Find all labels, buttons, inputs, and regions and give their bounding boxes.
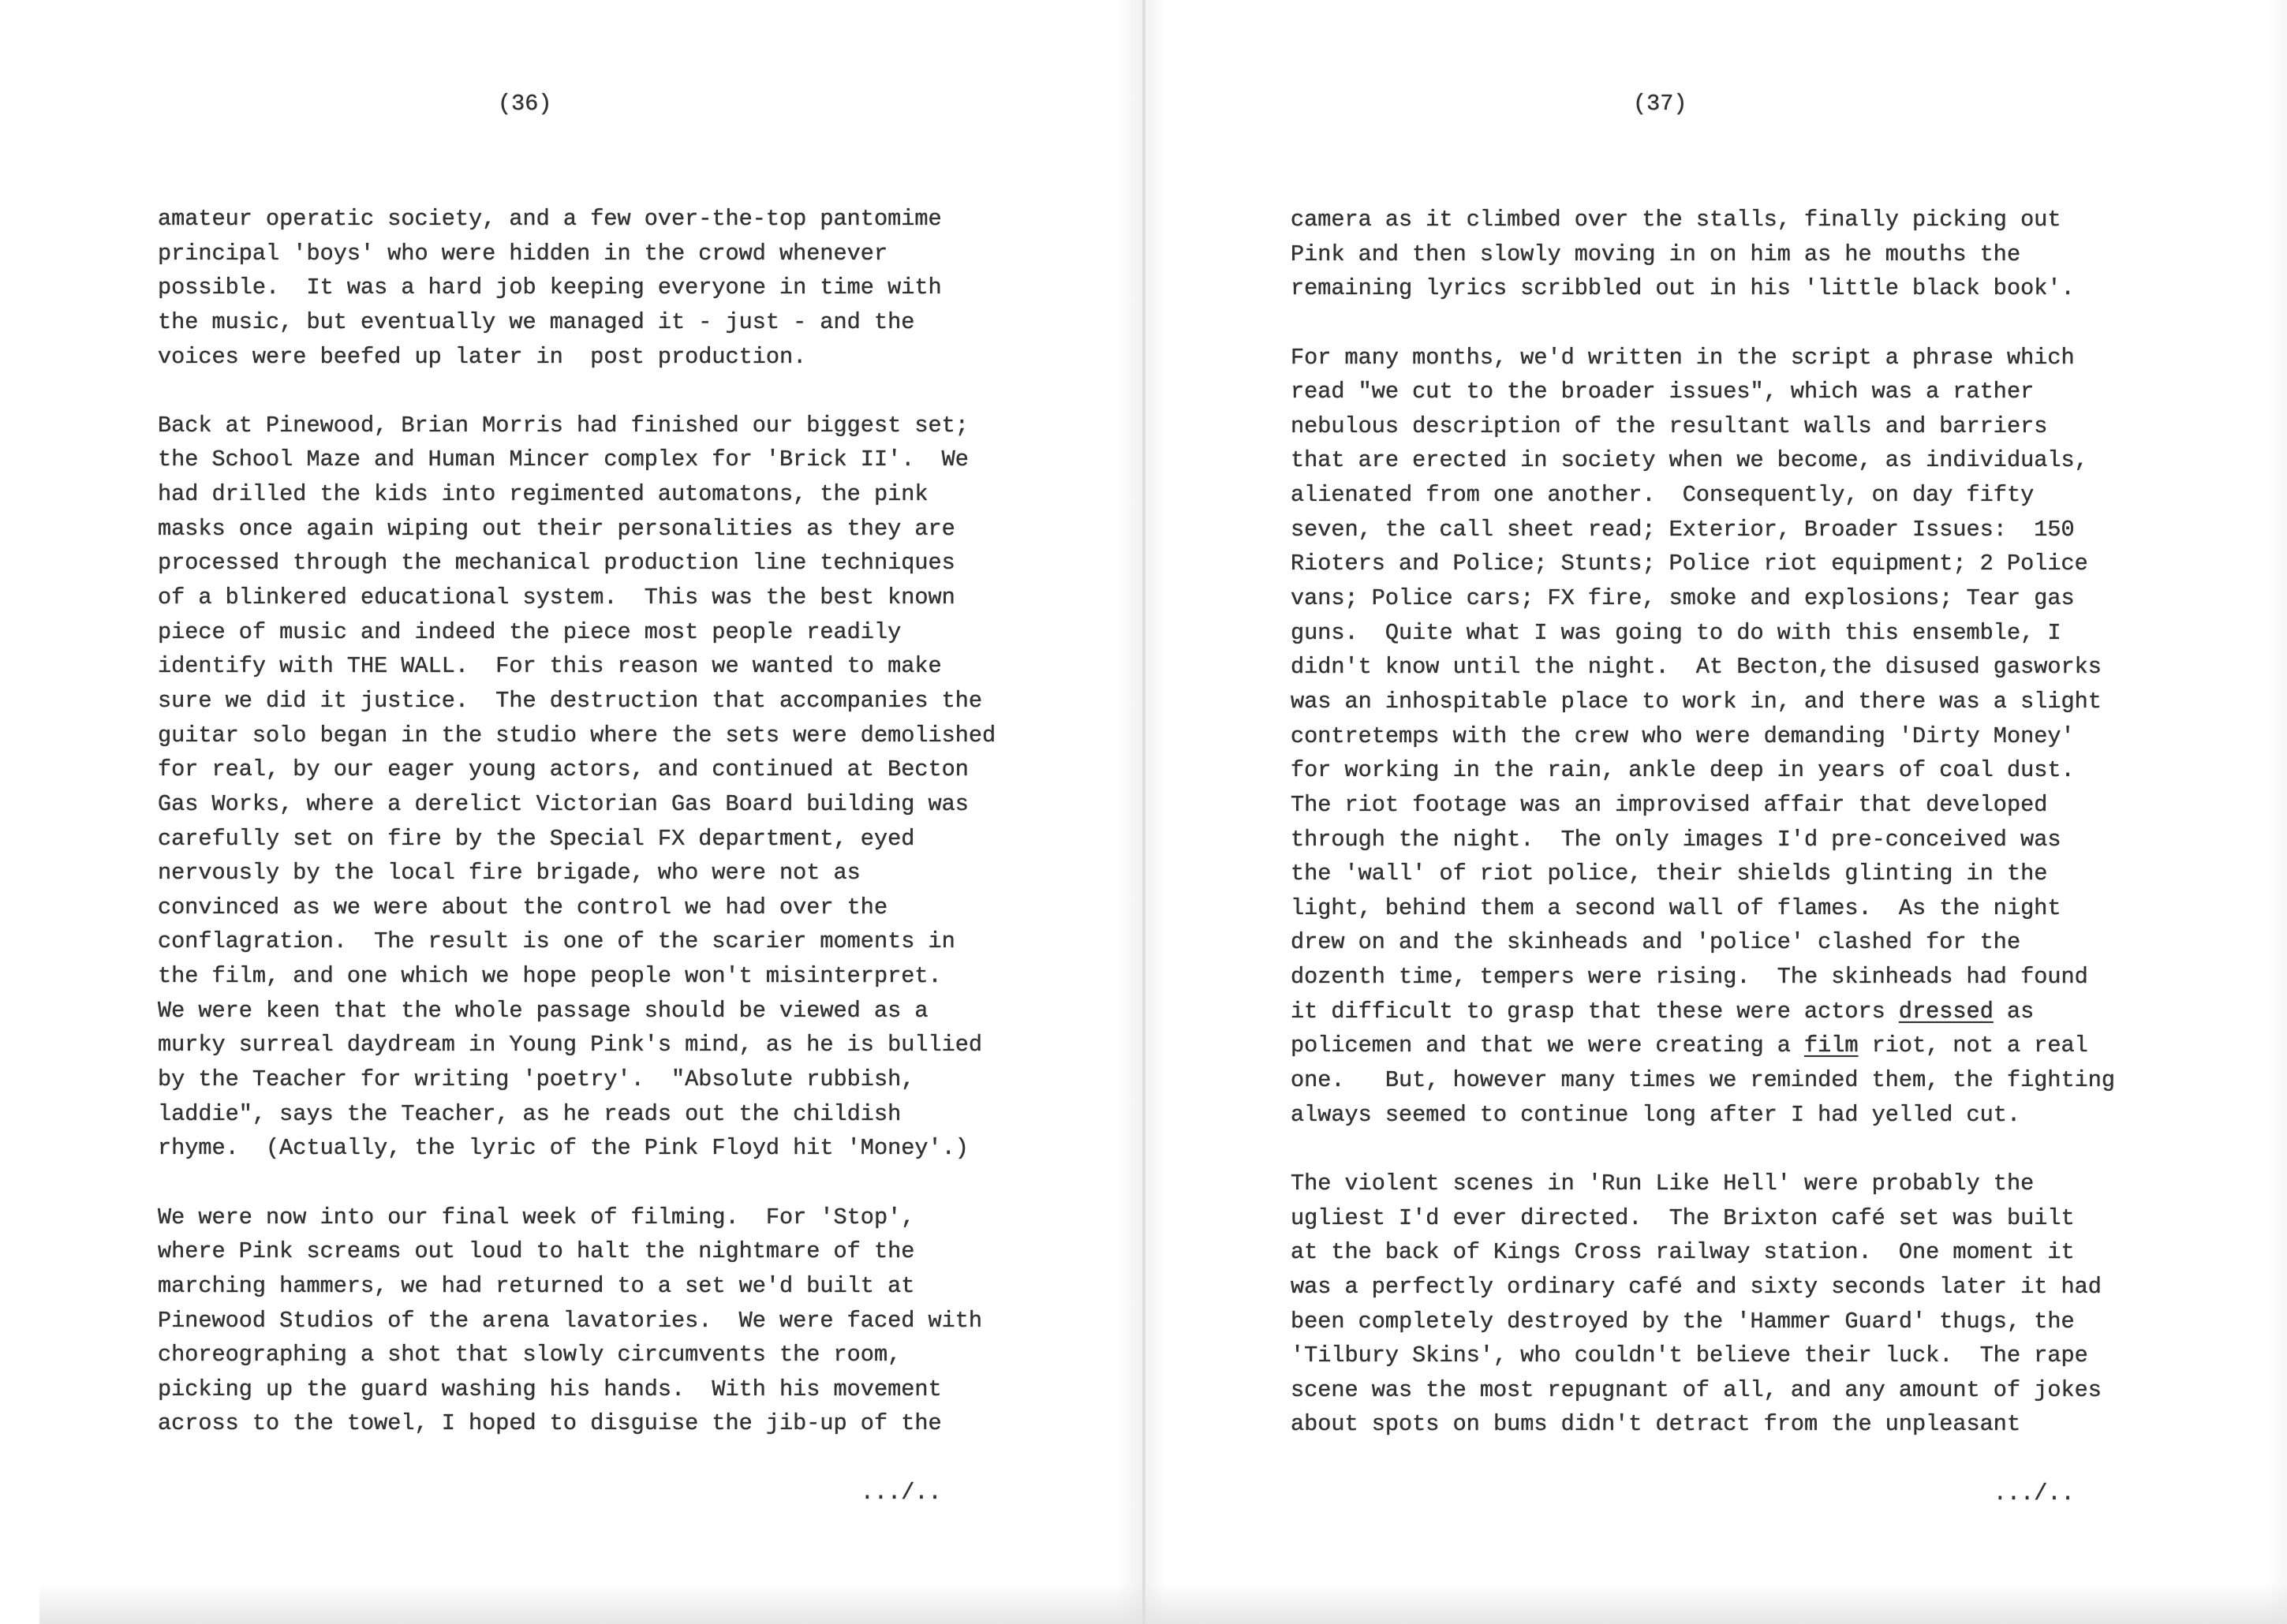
text-line: that are erected in society when we become, as individuals,: [1291, 447, 2088, 474]
text-segment: riot, not a real: [1858, 1032, 2088, 1059]
text-line: the music, but eventually we managed it - just - and the: [158, 308, 915, 335]
text-line: for real, by our eager young actors, and continued at Becton: [158, 756, 969, 783]
text-line: drew on and the skinheads and 'police' clashed for the: [1291, 929, 2021, 956]
page-body: [158, 202, 996, 1510]
text-line: choreographing a shot that slowly circumvents the room,: [158, 1342, 902, 1368]
text-line: The riot footage was an improvised affair that developed: [1291, 791, 2048, 818]
text-line: of a blinkered educational system. This was the best known: [158, 584, 955, 611]
text-line: [1291, 1029, 2115, 1063]
left-page: [0, 0, 1142, 1624]
text-line: read "we cut to the broader issues", which was a rather: [1291, 379, 2035, 405]
text-line: murky surreal daydream in Young Pink's mind, as he is bullied: [158, 1032, 982, 1058]
text-line: For many months, we'd written in the script a phrase which: [1291, 344, 2075, 371]
text-line: processed through the mechanical production line techniques: [158, 550, 955, 577]
text-line: We were now into our final week of filming. For 'Stop',: [158, 1204, 915, 1230]
text-line: ugliest I'd ever directed. The Brixton café set was built: [1291, 1204, 2075, 1231]
text-line: guns. Quite what I was going to do with this ensemble, I: [1291, 619, 2061, 646]
underlined-word: film: [1803, 1032, 1859, 1059]
text-line: at the back of Kings Cross railway station. One moment it: [1291, 1239, 2075, 1266]
text-line: through the night. The only images I'd pre-conceived was: [1291, 826, 2061, 853]
text-line: conflagration. The result is one of the scarier moments in: [158, 928, 955, 955]
text-line: The violent scenes in 'Run Like Hell' were probably the: [1291, 1170, 2035, 1197]
paragraph: [158, 1200, 996, 1441]
text-line: alienated from one another. Consequently, on day fifty: [1291, 482, 2035, 509]
text-line: laddie", says the Teacher, as he reads out the childish: [158, 1100, 902, 1127]
text-line: marching hammers, we had returned to a set we'd built at: [158, 1272, 915, 1299]
paragraph: [1291, 1167, 2115, 1442]
text-line: always seemed to continue long after I had yelled cut.: [1291, 1101, 2021, 1128]
page-body: [1291, 203, 2115, 1510]
paragraph: [1291, 203, 2115, 306]
text-line: principal 'boys' who were hidden in the crowd whenever: [158, 240, 888, 267]
text-line: rhyme. (Actually, the lyric of the Pink Floyd hit 'Money'.): [158, 1135, 969, 1162]
text-line: was an inhospitable place to work in, and there was a slight: [1291, 688, 2102, 715]
text-line: We were keen that the whole passage should be viewed as a: [158, 997, 929, 1024]
text-segment: as: [1993, 998, 2035, 1025]
text-line: remaining lyrics scribbled out in his 'little black book'.: [1291, 275, 2075, 302]
text-line: Rioters and Police; Stunts; Police riot equipment; 2 Police: [1291, 551, 2088, 577]
page-number: (36): [498, 90, 552, 117]
text-line: Pinewood Studios of the arena lavatories. We were faced with: [158, 1307, 982, 1334]
text-line: Gas Works, where a derelict Victorian Gas Board building was: [158, 790, 969, 817]
text-line: for working in the rain, ankle deep in years of coal dust.: [1291, 757, 2075, 784]
text-line: piece of music and indeed the piece most people readily: [158, 618, 902, 645]
paragraph: [158, 409, 996, 1166]
paragraph: [158, 202, 996, 374]
scan-shadow: [1145, 1583, 2287, 1624]
underlined-word: dressed: [1898, 998, 1994, 1025]
text-line: masks once again wiping out their personalities as they are: [158, 515, 955, 542]
text-line: vans; Police cars; FX fire, smoke and explosions; Tear gas: [1291, 585, 2075, 612]
paragraph: [1291, 341, 2115, 1133]
text-segment: it difficult to grasp that these were actors: [1291, 998, 1899, 1025]
text-line: had drilled the kids into regimented automatons, the pink: [158, 481, 929, 508]
text-line: about spots on bums didn't detract from the unpleasant: [1291, 1411, 2021, 1438]
text-line: guitar solo began in the studio where the sets were demolished: [158, 722, 996, 749]
text-line: dozenth time, tempers were rising. The skinheads had found: [1291, 964, 2088, 991]
text-line: across to the towel, I hoped to disguise the jib-up of the: [158, 1410, 942, 1437]
text-line: where Pink screams out loud to halt the nightmare of the: [158, 1238, 915, 1265]
text-line: convinced as we were about the control we had over the: [158, 894, 888, 920]
text-line: sure we did it justice. The destruction that accompanies the: [158, 687, 982, 714]
text-line: [1291, 995, 2115, 1029]
text-line: scene was the most repugnant of all, and any amount of jokes: [1291, 1376, 2102, 1403]
text-line: the film, and one which we hope people won't misinterpret.: [158, 963, 942, 990]
text-line: seven, the call sheet read; Exterior, Broader Issues: 150: [1291, 516, 2075, 543]
text-line: amateur operatic society, and a few over-the-top pantomime: [158, 206, 942, 232]
page-number: (37): [1633, 90, 1687, 117]
text-line: nervously by the local fire brigade, who were not as: [158, 860, 861, 887]
text-line: Pink and then slowly moving in on him as he mouths the: [1291, 241, 2021, 267]
text-line: nebulous description of the resultant walls and barriers: [1291, 413, 2048, 439]
text-line: been completely destroyed by the 'Hammer Guard' thugs, the: [1291, 1308, 2075, 1335]
text-line: picking up the guard washing his hands. With his movement: [158, 1376, 942, 1402]
text-line: 'Tilbury Skins', who couldn't believe their luck. The rape: [1291, 1342, 2088, 1369]
text-line: light, behind them a second wall of flames. As the night: [1291, 894, 2061, 921]
text-segment: policemen and that we were creating a: [1291, 1032, 1804, 1059]
text-line: the School Maze and Human Mincer complex for 'Brick II'. We: [158, 446, 969, 473]
text-line: contretemps with the crew who were demanding 'Dirty Money': [1291, 722, 2075, 749]
text-line: camera as it climbed over the stalls, finally picking out: [1291, 207, 2061, 233]
text-line: the 'wall' of riot police, their shields glinting in the: [1291, 861, 2048, 887]
text-line: Back at Pinewood, Brian Morris had finished our biggest set;: [158, 412, 969, 439]
text-line: voices were beefed up later in post production.: [158, 343, 807, 370]
continuation-mark: .../..: [860, 1479, 942, 1506]
text-line: was a perfectly ordinary café and sixty seconds later it had: [1291, 1273, 2102, 1300]
text-line: possible. It was a hard job keeping everyone in time with: [158, 274, 942, 301]
text-line: identify with THE WALL. For this reason we wanted to make: [158, 653, 942, 680]
continuation-mark: .../..: [1993, 1480, 2075, 1506]
scan-shadow: [39, 1583, 1142, 1624]
right-page: [1145, 0, 2287, 1624]
text-line: didn't know until the night. At Becton,the disused gasworks: [1291, 654, 2102, 681]
text-line: by the Teacher for writing 'poetry'. "Absolute rubbish,: [158, 1066, 915, 1093]
text-line: carefully set on fire by the Special FX department, eyed: [158, 825, 915, 852]
text-line: one. But, however many times we reminded them, the fighting: [1291, 1067, 2115, 1094]
